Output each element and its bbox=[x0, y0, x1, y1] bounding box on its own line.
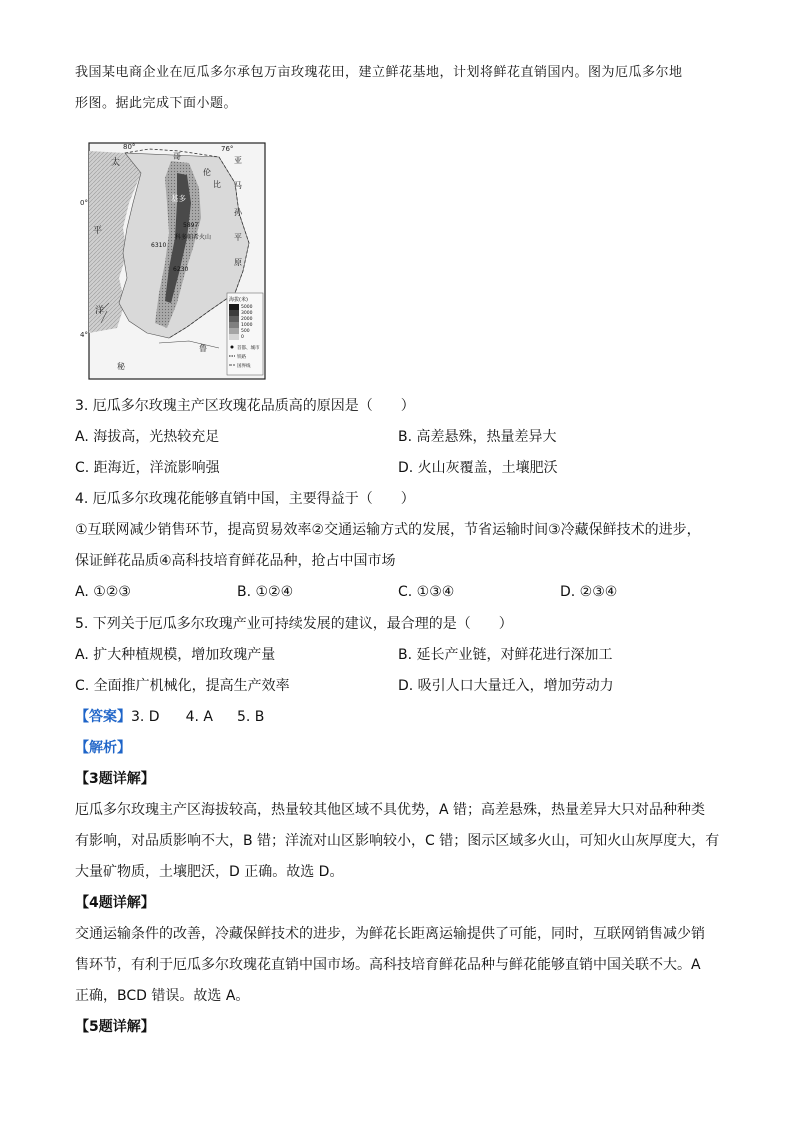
detail4-line-1: 交通运输条件的改善，冷藏保鲜技术的进步，为鲜花长距离运输提供了可能，同时，互联网销售减少销 bbox=[75, 926, 705, 942]
answer-tag: 【答案】 bbox=[75, 709, 131, 725]
q5-option-d: D. 吸引人口大量迁入，增加劳动力 bbox=[398, 678, 614, 694]
legend-level-4: 1000 bbox=[241, 323, 253, 328]
answer-q3: 3. D bbox=[131, 709, 160, 725]
intro-line-1: 我国某电商企业在厄瓜多尔承包万亩玫瑰花田，建立鲜花基地，计划将鲜花直销国内。图为厄瓜多尔地 bbox=[75, 65, 683, 80]
place-label-ma: 马 bbox=[234, 181, 242, 190]
answer-line bbox=[75, 707, 264, 727]
q3-option-b: B. 高差悬殊，热量差异大 bbox=[398, 429, 557, 445]
q5-option-a: A. 扩大种植规模，增加玫瑰产量 bbox=[75, 647, 276, 663]
detail3-line-3: 大量矿物质，土壤肥沃，D 正确。故选 D。 bbox=[75, 864, 344, 880]
place-label-yang: 洋 bbox=[95, 306, 105, 316]
answer-q5: 5. B bbox=[236, 709, 265, 725]
map-legend bbox=[227, 293, 263, 375]
lat-label-0: 0° bbox=[80, 199, 88, 207]
q4-statements-line-1: ①互联网减少销售环节，提高贸易效率②交通运输方式的发展，节省运输时间③冷藏保鲜技术的进步， bbox=[75, 522, 701, 538]
ecuador-terrain-map bbox=[80, 143, 265, 379]
q3-option-a: A. 海拔高，光热较充足 bbox=[75, 429, 220, 445]
detail4-tag: 【4题详解】 bbox=[75, 895, 155, 911]
legend-level-6: 0 bbox=[241, 335, 244, 340]
answer-q4: 4. A bbox=[185, 709, 213, 725]
lon-label-80: 80° bbox=[123, 143, 136, 151]
place-label-ya: 亚 bbox=[234, 156, 242, 165]
place-label-ge: 哥 bbox=[173, 152, 181, 161]
q4-option-b: B. ①②④ bbox=[237, 584, 294, 600]
q4-option-a: A. ①②③ bbox=[75, 584, 131, 600]
elevation-label-1: 5897 bbox=[183, 222, 199, 229]
q5-option-c: C. 全面推广机械化，提高生产效率 bbox=[75, 678, 290, 694]
legend-level-2: 3000 bbox=[241, 311, 253, 316]
place-label-ping: 平 bbox=[93, 226, 103, 236]
detail4-line-3: 正确，BCD 错误。故选 A。 bbox=[75, 988, 250, 1004]
place-label-lun: 伦 bbox=[203, 168, 211, 177]
lon-label-76: 76° bbox=[221, 145, 234, 153]
q4-option-d: D. ②③④ bbox=[560, 584, 618, 600]
place-label-sun: 孙 bbox=[234, 208, 242, 217]
legend-item-border: 国界线 bbox=[237, 364, 251, 369]
place-label-tai: 太 bbox=[111, 158, 121, 168]
detail3-line-1: 厄瓜多尔玫瑰主产区海拔较高，热量较其他区域不具优势，A 错；高差悬殊，热量差异大只对品种种类 bbox=[75, 802, 706, 818]
q3-stem: 3. 厄瓜多尔玫瑰主产区玫瑰花品质高的原因是（ ） bbox=[75, 398, 415, 414]
legend-item-rail: 铁路 bbox=[237, 355, 246, 360]
capital-label-quito: 基多 bbox=[171, 194, 186, 203]
legend-level-5: 500 bbox=[241, 329, 250, 334]
legend-title: 海拔(米) bbox=[229, 297, 248, 303]
elevation-label-3: 6230 bbox=[173, 266, 189, 273]
q4-stem: 4. 厄瓜多尔玫瑰花能够直销中国，主要得益于（ ） bbox=[75, 491, 415, 507]
legend-level-3: 2000 bbox=[241, 317, 253, 322]
detail5-tag: 【5题详解】 bbox=[75, 1019, 155, 1035]
lat-label-4: 4° bbox=[80, 331, 88, 339]
legend-level-1: 5000 bbox=[241, 305, 253, 310]
volcano-label: 科多帕希火山 bbox=[175, 234, 212, 241]
q5-stem: 5. 下列关于厄瓜多尔玫瑰产业可持续发展的建议，最合理的是（ ） bbox=[75, 616, 513, 632]
q3-option-c: C. 距海近，洋流影响强 bbox=[75, 460, 220, 476]
q4-statements-line-2: 保证鲜花品质④高科技培育鲜花品种，抢占中国市场 bbox=[75, 553, 396, 569]
q5-option-b: B. 延长产业链，对鲜花进行深加工 bbox=[398, 647, 613, 663]
detail4-line-2: 售环节，有利于厄瓜多尔玫瑰花直销中国市场。高科技培育鲜花品种与鲜花能够直销中国关联不大。A bbox=[75, 957, 701, 973]
intro-line-2: 形图。据此完成下面小题。 bbox=[75, 96, 238, 111]
place-label-yuan: 原 bbox=[234, 258, 242, 267]
place-label-bi2: 秘 bbox=[117, 362, 125, 371]
legend-item-city: 首都、城市 bbox=[237, 346, 260, 351]
q3-option-d: D. 火山灰覆盖，土壤肥沃 bbox=[398, 460, 558, 476]
place-label-ping2: 平 bbox=[234, 233, 242, 242]
detail3-tag: 【3题详解】 bbox=[75, 771, 155, 787]
place-label-bi: 比 bbox=[213, 180, 221, 189]
analysis-tag: 【解析】 bbox=[75, 740, 131, 756]
detail3-line-2: 有影响，对品质影响不大，B 错；洋流对山区影响较小，C 错；图示区域多火山，可知火山灰厚度大，有 bbox=[75, 833, 720, 849]
q4-option-c: C. ①③④ bbox=[398, 584, 455, 600]
elevation-label-2: 6310 bbox=[151, 242, 167, 249]
place-label-lu: 鲁 bbox=[199, 344, 207, 353]
